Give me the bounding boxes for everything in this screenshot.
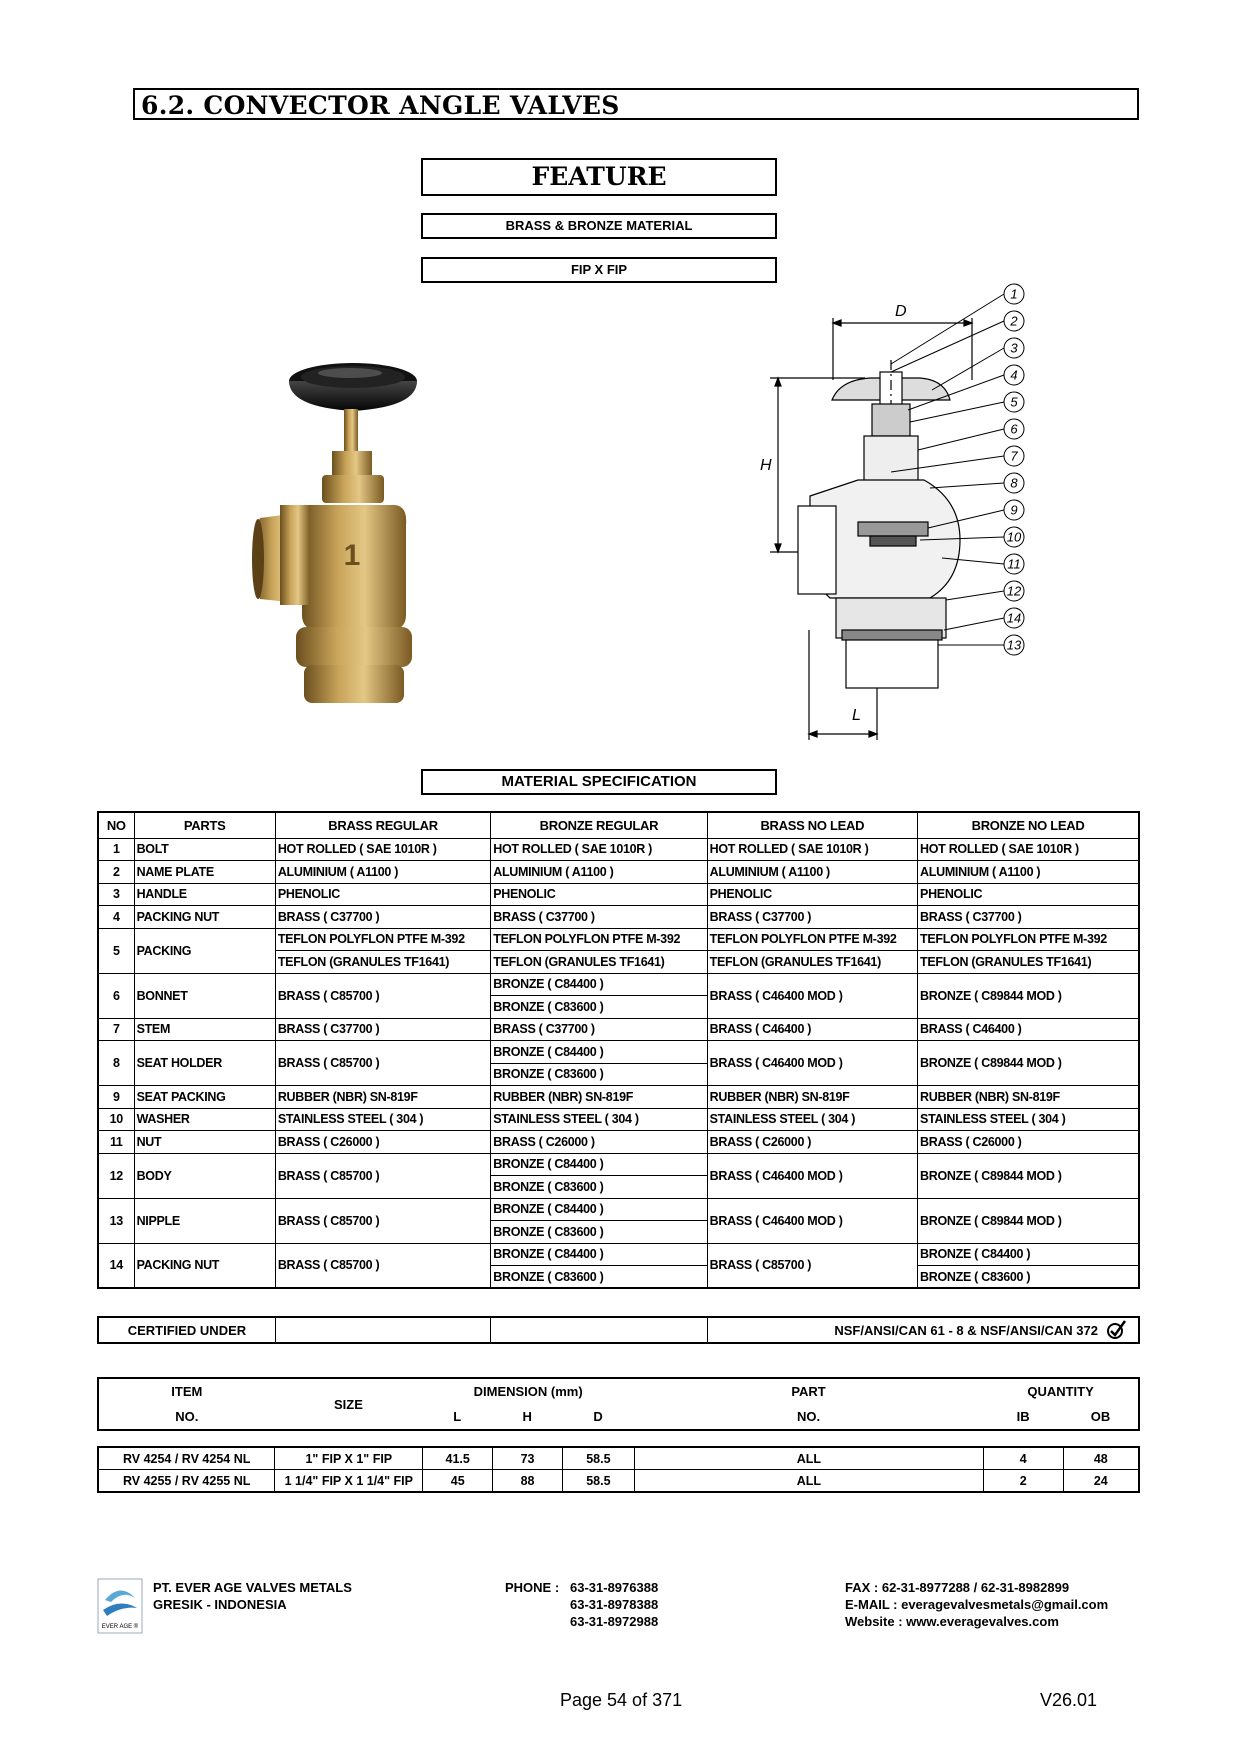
cell-bronze-regular: STAINLESS STEEL ( 304 ) [491, 1108, 707, 1131]
cell-brass-regular: BRASS ( C37700 ) [275, 906, 490, 929]
cell-brass-regular: STAINLESS STEEL ( 304 ) [275, 1108, 490, 1131]
material-row [98, 883, 1139, 906]
dim-cell-ib: 2 [983, 1470, 1063, 1493]
row-part: SEAT PACKING [134, 1086, 275, 1109]
cell-brass-regular: BRASS ( C85700 ) [275, 1198, 490, 1243]
cell-brass-regular: BRASS ( C85700 ) [275, 973, 490, 1018]
dim-head-quantity: QUANTITY [1027, 1384, 1094, 1399]
company-logo [97, 1578, 143, 1634]
callout-number: 2 [1010, 313, 1018, 329]
material-row [98, 1086, 1139, 1109]
row-part: PACKING NUT [134, 906, 275, 929]
callout-number: 13 [1006, 637, 1022, 653]
dim-cell-h: 88 [493, 1470, 563, 1493]
callout-number: 12 [1006, 583, 1022, 599]
dim-head-item: ITEM [171, 1384, 203, 1399]
dim-label-h: H [760, 457, 772, 474]
cell-bronze-regular: BRONZE ( C83600 ) [491, 1063, 707, 1086]
cell-bronze-no-lead: BRONZE ( C89844 MOD ) [918, 1198, 1139, 1243]
col-parts: PARTS [134, 812, 275, 838]
cell-brass-no-lead: BRASS ( C37700 ) [707, 906, 917, 929]
cell-brass-no-lead: BRASS ( C46400 MOD ) [707, 1198, 917, 1243]
material-row [98, 1243, 1139, 1266]
dim-cell-item: RV 4255 / RV 4255 NL [98, 1470, 275, 1493]
footer-phone-2: 63-31-8978388 [570, 1597, 659, 1612]
cell-brass-regular: BRASS ( C37700 ) [275, 1018, 490, 1041]
dim-cell-ob: 48 [1063, 1447, 1139, 1470]
material-table-header [98, 812, 1139, 838]
cell-brass-regular: TEFLON (GRANULES TF1641) [275, 951, 490, 974]
dim-cell-l: 45 [423, 1470, 493, 1493]
row-no: 5 [98, 928, 134, 973]
certified-label: CERTIFIED UNDER [98, 1317, 275, 1343]
cell-bronze-no-lead: BRONZE ( C89844 MOD ) [918, 1153, 1139, 1198]
cell-bronze-no-lead: BRASS ( C46400 ) [918, 1018, 1139, 1041]
cell-bronze-regular: PHENOLIC [491, 883, 707, 906]
col-bronze-no-lead: BRONZE NO LEAD [918, 812, 1139, 838]
row-no: 10 [98, 1108, 134, 1131]
material-row [98, 906, 1139, 929]
col-bronze-regular: BRONZE REGULAR [491, 812, 707, 838]
cell-bronze-no-lead: TEFLON (GRANULES TF1641) [918, 951, 1139, 974]
dim-cell-item: RV 4254 / RV 4254 NL [98, 1447, 275, 1470]
row-no: 4 [98, 906, 134, 929]
cell-brass-regular: PHENOLIC [275, 883, 490, 906]
material-row [98, 1153, 1139, 1176]
version-label: V26.01 [1040, 1690, 1098, 1710]
row-no: 13 [98, 1198, 134, 1243]
feature-item-material: BRASS & BRONZE MATERIAL [421, 213, 777, 239]
row-part: NUT [134, 1131, 275, 1154]
cell-brass-no-lead: ALUMINIUM ( A1100 ) [707, 861, 917, 884]
material-row [98, 1041, 1139, 1064]
callout-number: 8 [1010, 475, 1018, 491]
cell-bronze-no-lead: ALUMINIUM ( A1100 ) [918, 861, 1139, 884]
cell-bronze-regular: BRASS ( C26000 ) [491, 1131, 707, 1154]
feature-item-connection: FIP X FIP [421, 257, 777, 283]
callout-leader [944, 618, 1004, 630]
cell-bronze-regular: HOT ROLLED ( SAE 1010R ) [491, 838, 707, 861]
row-part: NIPPLE [134, 1198, 275, 1243]
cell-bronze-regular: BRONZE ( C84400 ) [491, 1041, 707, 1064]
cell-bronze-no-lead: PHENOLIC [918, 883, 1139, 906]
valve-section-drawing [760, 286, 1060, 740]
footer-company: PT. EVER AGE VALVES METALS [153, 1580, 352, 1595]
cell-brass-no-lead: RUBBER (NBR) SN-819F [707, 1086, 917, 1109]
material-row [98, 838, 1139, 861]
dimension-table [97, 1446, 1140, 1493]
dim-cell-ob: 24 [1063, 1470, 1139, 1493]
callout-number: 6 [1010, 421, 1018, 437]
cell-brass-no-lead: TEFLON (GRANULES TF1641) [707, 951, 917, 974]
cell-brass-no-lead: BRASS ( C46400 MOD ) [707, 1041, 917, 1086]
certified-empty-1 [275, 1317, 490, 1343]
cell-bronze-regular: BRASS ( C37700 ) [491, 906, 707, 929]
dim-head-part-no: NO. [796, 1409, 821, 1424]
cell-bronze-no-lead: BRONZE ( C89844 MOD ) [918, 973, 1139, 1018]
callout-number: 4 [1010, 367, 1018, 383]
cell-brass-regular: BRASS ( C85700 ) [275, 1041, 490, 1086]
row-no: 7 [98, 1018, 134, 1041]
certified-check-icon [1106, 1320, 1128, 1340]
callout-leader [932, 348, 1004, 390]
dimension-table-header [97, 1377, 1140, 1431]
row-no: 14 [98, 1243, 134, 1288]
cell-brass-no-lead: BRASS ( C46400 MOD ) [707, 973, 917, 1018]
callout-number: 5 [1010, 394, 1018, 410]
dim-head-size: SIZE [334, 1396, 363, 1412]
callout-leader [918, 429, 1004, 450]
cell-bronze-regular: BRONZE ( C84400 ) [491, 1153, 707, 1176]
callout-number: 7 [1010, 448, 1018, 464]
cell-brass-regular: BRASS ( C85700 ) [275, 1243, 490, 1288]
cell-bronze-regular: TEFLON (GRANULES TF1641) [491, 951, 707, 974]
row-part: BODY [134, 1153, 275, 1198]
cell-brass-no-lead: TEFLON POLYFLON PTFE M-392 [707, 928, 917, 951]
row-no: 9 [98, 1086, 134, 1109]
material-spec-heading: MATERIAL SPECIFICATION [421, 769, 777, 795]
cell-bronze-regular: BRONZE ( C84400 ) [491, 973, 707, 996]
footer-fax: FAX : 62-31-8977288 / 62-31-8982899 [845, 1580, 1070, 1595]
callout-number: 11 [1007, 556, 1021, 572]
dimension-row [98, 1470, 1139, 1493]
row-no: 6 [98, 973, 134, 1018]
material-table [97, 811, 1140, 1289]
body-mark: 1 [343, 539, 361, 572]
callout-number: 1 [1010, 286, 1018, 302]
col-brass-no-lead: BRASS NO LEAD [707, 812, 917, 838]
row-part: WASHER [134, 1108, 275, 1131]
certified-row [97, 1316, 1140, 1344]
row-part: PACKING NUT [134, 1243, 275, 1288]
row-part: BOLT [134, 838, 275, 861]
cell-bronze-regular: BRONZE ( C84400 ) [491, 1198, 707, 1221]
row-no: 1 [98, 838, 134, 861]
cell-brass-no-lead: BRASS ( C46400 ) [707, 1018, 917, 1041]
cell-bronze-no-lead: BRONZE ( C89844 MOD ) [918, 1041, 1139, 1086]
col-no: NO [98, 812, 134, 838]
cell-brass-no-lead: STAINLESS STEEL ( 304 ) [707, 1108, 917, 1131]
material-row [98, 928, 1139, 951]
dim-cell-size: 1 1/4" FIP X 1 1/4" FIP [275, 1470, 423, 1493]
callout-leader [930, 483, 1004, 488]
cell-brass-no-lead: BRASS ( C46400 MOD ) [707, 1153, 917, 1198]
dim-label-d: D [895, 303, 907, 320]
cell-bronze-no-lead: BRONZE ( C83600 ) [918, 1266, 1139, 1289]
cell-bronze-regular: BRONZE ( C83600 ) [491, 996, 707, 1019]
dim-cell-part: ALL [634, 1447, 983, 1470]
logo-text: EVER AGE ® [101, 1624, 139, 1630]
cell-bronze-no-lead: RUBBER (NBR) SN-819F [918, 1086, 1139, 1109]
material-row [98, 1018, 1139, 1041]
row-part: BONNET [134, 973, 275, 1018]
callout-leader [910, 402, 1004, 422]
cell-brass-no-lead: PHENOLIC [707, 883, 917, 906]
cell-brass-regular: ALUMINIUM ( A1100 ) [275, 861, 490, 884]
cell-bronze-no-lead: HOT ROLLED ( SAE 1010R ) [918, 838, 1139, 861]
certified-empty-2 [491, 1317, 707, 1343]
footer-phone-1: 63-31-8976388 [570, 1580, 659, 1595]
row-no: 3 [98, 883, 134, 906]
cell-brass-no-lead: BRASS ( C85700 ) [707, 1243, 917, 1288]
material-row [98, 1131, 1139, 1154]
section-title: 6.2. CONVECTOR ANGLE VALVES [141, 91, 620, 120]
cell-bronze-no-lead: BRONZE ( C84400 ) [918, 1243, 1139, 1266]
dim-cell-d: 58.5 [562, 1447, 634, 1470]
cell-bronze-regular: BRONZE ( C84400 ) [491, 1243, 707, 1266]
feature-heading: FEATURE [421, 158, 777, 196]
cell-bronze-no-lead: BRASS ( C37700 ) [918, 906, 1139, 929]
footer-email[interactable]: E-MAIL : everagevalvesmetals@gmail.com [845, 1597, 1109, 1612]
footer-phone-label: PHONE : [505, 1580, 560, 1595]
dim-cell-part: ALL [634, 1470, 983, 1493]
footer-website[interactable]: Website : www.everagevalves.com [845, 1614, 1059, 1629]
row-part: NAME PLATE [134, 861, 275, 884]
dim-head-dimension: DIMENSION (mm) [473, 1384, 583, 1399]
dim-head-ib: IB [1016, 1409, 1030, 1424]
dim-head-d: D [593, 1409, 603, 1424]
cell-bronze-regular: BRASS ( C37700 ) [491, 1018, 707, 1041]
row-part: STEM [134, 1018, 275, 1041]
cell-brass-regular: TEFLON POLYFLON PTFE M-392 [275, 928, 490, 951]
dim-head-ob: OB [1090, 1409, 1111, 1424]
material-row [98, 861, 1139, 884]
callout-number: 14 [1006, 610, 1022, 626]
row-no: 12 [98, 1153, 134, 1198]
dim-cell-l: 41.5 [423, 1447, 493, 1470]
cell-brass-no-lead: HOT ROLLED ( SAE 1010R ) [707, 838, 917, 861]
cell-bronze-no-lead: BRASS ( C26000 ) [918, 1131, 1139, 1154]
row-part: HANDLE [134, 883, 275, 906]
footer-phone-3: 63-31-8972988 [570, 1614, 659, 1629]
material-row [98, 973, 1139, 996]
dim-cell-d: 58.5 [562, 1470, 634, 1493]
page-number: Page 54 of 371 [560, 1690, 683, 1710]
cell-brass-no-lead: BRASS ( C26000 ) [707, 1131, 917, 1154]
section-title-box [133, 88, 1139, 120]
material-row [98, 1108, 1139, 1131]
callout-leader [946, 591, 1004, 600]
row-no: 8 [98, 1041, 134, 1086]
dim-head-h: H [522, 1409, 532, 1424]
cell-bronze-regular: RUBBER (NBR) SN-819F [491, 1086, 707, 1109]
callout-number: 10 [1006, 529, 1022, 545]
col-brass-regular: BRASS REGULAR [275, 812, 490, 838]
dim-cell-ib: 4 [983, 1447, 1063, 1470]
cell-bronze-regular: ALUMINIUM ( A1100 ) [491, 861, 707, 884]
cell-bronze-regular: BRONZE ( C83600 ) [491, 1221, 707, 1244]
certified-value: NSF/ANSI/CAN 61 - 8 & NSF/ANSI/CAN 372 [834, 1322, 1098, 1338]
material-row [98, 1198, 1139, 1221]
dim-head-part: PART [791, 1384, 826, 1399]
dimension-row [98, 1447, 1139, 1470]
cell-bronze-regular: BRONZE ( C83600 ) [491, 1266, 707, 1289]
cell-bronze-regular: TEFLON POLYFLON PTFE M-392 [491, 928, 707, 951]
footer-location: GRESIK - INDONESIA [153, 1597, 287, 1612]
cell-brass-regular: RUBBER (NBR) SN-819F [275, 1086, 490, 1109]
cell-bronze-no-lead: TEFLON POLYFLON PTFE M-392 [918, 928, 1139, 951]
dim-cell-h: 73 [493, 1447, 563, 1470]
cell-bronze-no-lead: STAINLESS STEEL ( 304 ) [918, 1108, 1139, 1131]
row-no: 11 [98, 1131, 134, 1154]
dim-label-l: L [852, 707, 861, 724]
certified-value-cell [707, 1317, 1139, 1343]
cell-brass-regular: HOT ROLLED ( SAE 1010R ) [275, 838, 490, 861]
cell-brass-regular: BRASS ( C85700 ) [275, 1153, 490, 1198]
dim-cell-size: 1" FIP X 1" FIP [275, 1447, 423, 1470]
valve-photo [240, 355, 440, 715]
callout-number: 3 [1010, 340, 1018, 356]
callout-number: 9 [1010, 502, 1018, 518]
cell-brass-regular: BRASS ( C26000 ) [275, 1131, 490, 1154]
dim-head-l: L [453, 1409, 462, 1424]
row-no: 2 [98, 861, 134, 884]
cell-bronze-regular: BRONZE ( C83600 ) [491, 1176, 707, 1199]
row-part: SEAT HOLDER [134, 1041, 275, 1086]
row-part: PACKING [134, 928, 275, 973]
dim-head-item-no: NO. [175, 1409, 199, 1424]
